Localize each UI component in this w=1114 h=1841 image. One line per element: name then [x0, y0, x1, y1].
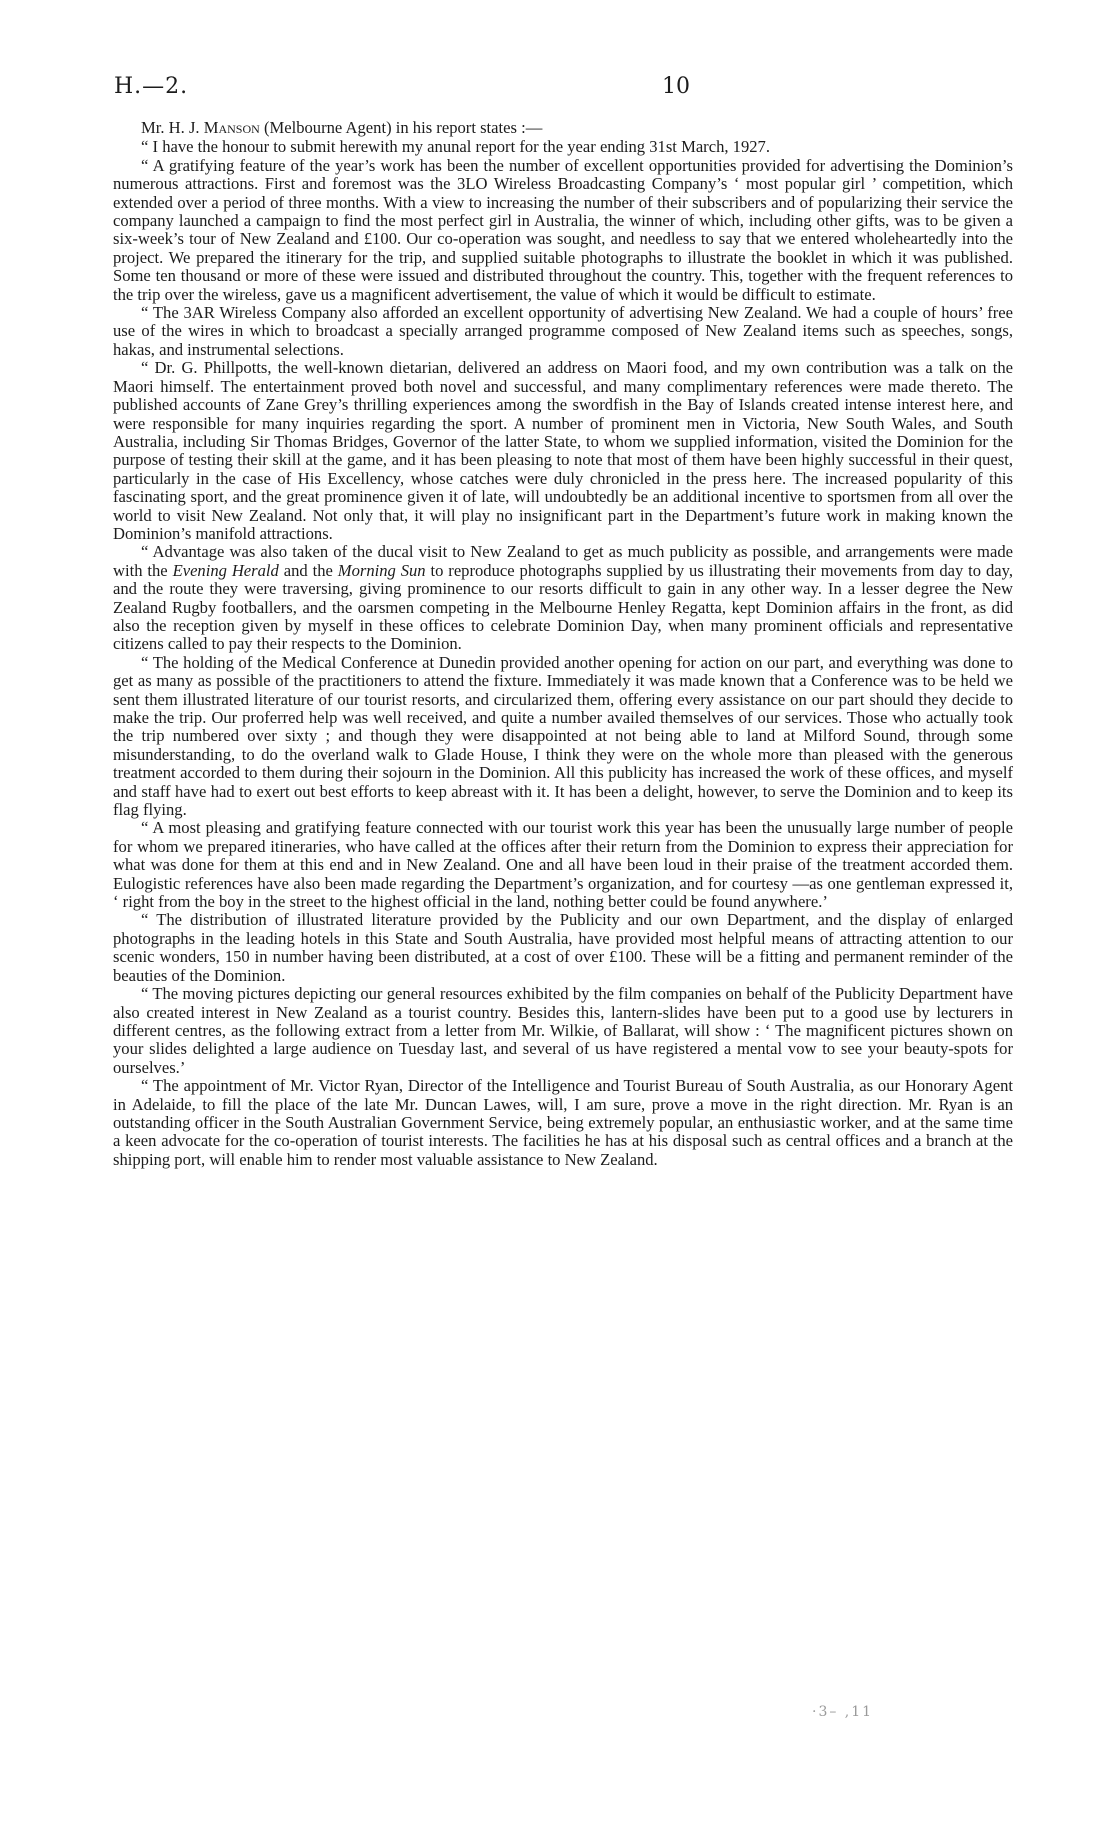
paragraph-appreciation: “ A most pleasing and gratifying feature connected with our tourist work this year has been the unusually large number of people for whom we prepared itineraries, who have called at the offices after their return from the Dominion to express their appreciation for what was done for them at this end and in New Zealand. One and all have been loud in their praise of the treatment accorded them. Eulogistic references have also been made regarding the Department’s organization, and for courtesy —as one gentleman expressed it, ‘ right from the boy in the street to the highest official in the land, nothing better could be found anywhere.’ — [113, 818, 1013, 912]
paragraph-adelaide-agent: “ The appointment of Mr. Victor Ryan, Director of the Intelligence and Tourist Bureau of South Australia, as our Honorary Agent in Adelaide, to fill the place of the late Mr. Duncan Lawes, will, I am sure, prove a move in the right direction. Mr. Ryan is an outstanding officer in the South Australian Government Service, being extremely popular, an enthusiastic worker, and at the same time a keen advocate for the co-operation of tourist interests. The facilities he has at his disposal such as central offices and a branch at the shipping port, will enable him to render most valuable assistance to New Zealand. — [113, 1076, 1013, 1169]
page-number: 10 — [662, 74, 690, 99]
paragraph-moving-pictures: “ The moving pictures depicting our general resources exhibited by the film companies on behalf of the Publicity Department have also created interest in New Zealand as a tourist country. Besides this, lantern-slides have been put to a good use by lecturers in different centres, as the following extract from a letter from Mr. Wilkie, of Ballarat, will show : ‘ The magnificent pictures shown on your slides delighted a large audience on Tuesday last, and several of us have registered a mental vow to see your beauty-spots for ourselves.’ — [113, 984, 1013, 1077]
paragraph-3ar-broadcast: “ The 3AR Wireless Company also afforded an excellent opportunity of advertising New Zealand. We had a couple of hours’ free use of the wires in which to broadcast a specially arranged programme composed of New Zealand items such as speeches, songs, hakas, and instrumental selections. — [113, 303, 1013, 359]
paragraph-ducal-visit: “ Advantage was also taken of the ducal visit to New Zealand to get as much publicity as possible, and arrangements were made with the Evening Herald and the Morning Sun to reproduce photographs supplied by us illustrating their movements from day to day, and the route they were traversing, giving prominence to our resorts difficult to gain in any other way. In a lesser degree the New Zealand Rugby footballers, and the oarsmen competing in the Melbourne Henley Regatta, kept Dominion affairs in the front, as did also the reception given by myself in these offices to celebrate Dominion Day, when many prominent officials and representative citizens called to pay their respects to the Dominion. — [113, 542, 1013, 654]
newspaper-title: Evening Herald — [172, 560, 279, 580]
faint-stamp-mark: ·3– ,11 — [812, 1704, 874, 1720]
agent-name: Manson — [203, 118, 260, 137]
document-reference: H.—2. — [114, 74, 189, 99]
paragraph-wireless-competition: “ A gratifying feature of the year’s work has been the number of excellent opportunities provided for advertising the Dominion’s numerous attractions. First and foremost was the 3LO Wireless Broadcasting Company’s ‘ most popular girl ’ competition, which extended over a period of three months. With a view to increasing the number of their subscribers and of popularizing their service the company launched a campaign to find the most perfect girl in Australia, the winner of which, including other gifts, was to be given a six-week’s tour of New Zealand and £100. Our co-operation was sought, and needless to say that we entered wholeheartedly into the project. We prepared the itinerary for the trip, and supplied suitable photographs to illustrate the booklet in which it was published. Some ten thousand or more of these were issued and distributed throughout the country. This, together with the frequent references to the trip over the wireless, gave us a magnificent advertisement, the value of which it would be difficult to estimate. — [113, 155, 1013, 304]
report-intro: Mr. H. J. Manson (Melbourne Agent) in his report states :— — [141, 118, 543, 137]
paragraph-literature: “ The distribution of illustrated literature provided by the Publicity and our own Department, and the display of enlarged photographs in the leading hotels in this State and South Australia, have provided most helpful means of attracting attention to our scenic wonders, 150 in number having been distributed, at a cost of over £100. These will be a fitting and permanent reminder of the beauties of the Dominion. — [113, 910, 1013, 985]
paragraph-opening: “ I have the honour to submit herewith my anunal report for the year ending 31st March, 1927. — [141, 137, 771, 157]
paragraph-medical-conference: “ The holding of the Medical Conference at Dunedin provided another opening for action on our part, and everything was done to get as many as possible of the practitioners to attend the fixture. Immediately it was made known that a Conference was to be held we sent them illustrated literature of our tourist resorts, and circularized them, offering every assistance on our part should they decide to make the trip. Our proferred help was well received, and quite a number availed themselves of our services. Those who actually took the trip numbered over sixty ; and though they were disappointed at not being able to land at Milford Sound, through some misunderstanding, to do the overland walk to Glade House, I think they were on the whole more than pleased with the generous treatment accorded to them during their sojourn in the Dominion. All this publicity has increased the work of these offices, and myself and staff have had to exert out best efforts to keep abreast with it. It has been a delight, however, to serve the Dominion and to keep its flag flying. — [113, 652, 1013, 820]
page-header — [114, 74, 1014, 104]
paragraph-swordfish: “ Dr. G. Phillpotts, the well-known dietarian, delivered an address on Maori food, and my own contribution was a talk on the Maori himself. The entertainment proved both novel and successful, and many complimentary references were made thereto. The published accounts of Zane Grey’s thrilling experiences among the swordfish in the Bay of Islands created intense interest here, and were responsible for many inquiries regarding the sport. A number of prominent men in Victoria, New South Wales, and South Australia, including Sir Thomas Bridges, Governor of the latter State, to whom we supplied information, visited the Dominion for the purpose of testing their skill at the game, and it has been pleasing to note that most of them have been highly successful in their quest, particularly in the case of His Excellency, whose catches were duly chronicled in the press here. The increased popularity of this fascinating sport, and the great prominence given it of late, will undoubtedly be an additional incentive to sportsmen from all over the world to visit New Zealand. Not only that, it will play no insignificant part in the Department’s future work in making known the Dominion’s manifold attractions. — [113, 358, 1013, 543]
report-body — [113, 119, 1013, 1169]
newspaper-title: Morning Sun — [337, 560, 426, 580]
